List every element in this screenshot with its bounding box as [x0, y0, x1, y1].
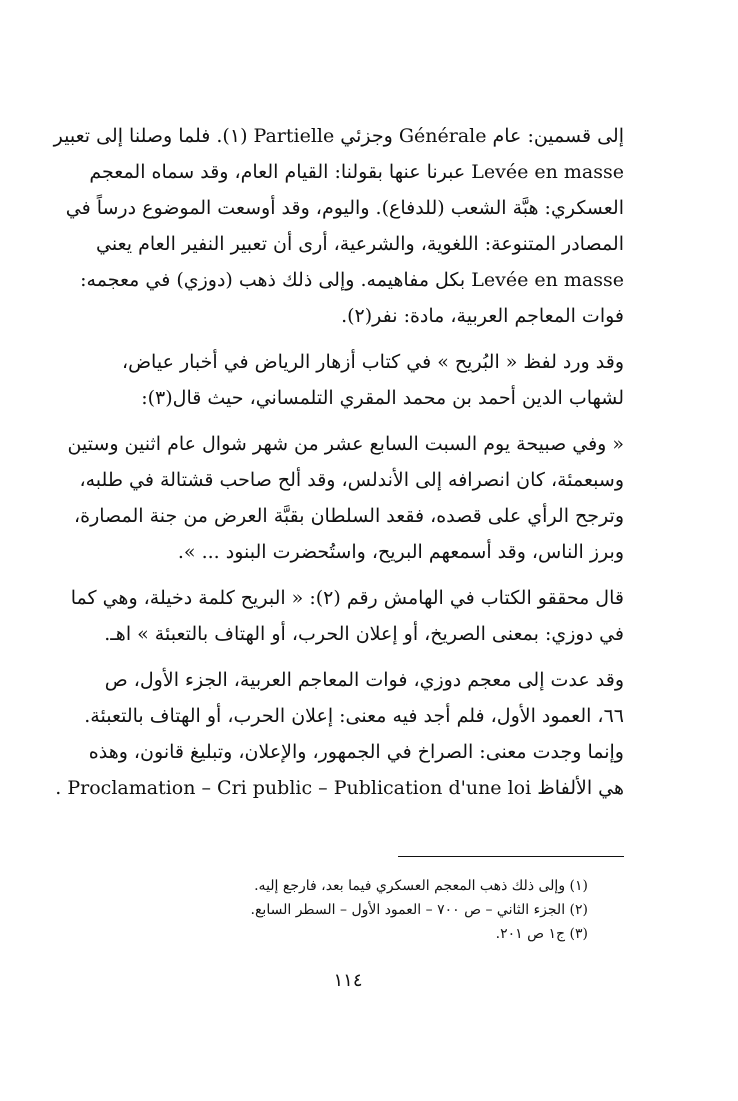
text-line: إلى قسمين: عام Générale وجزئي Partielle (١). فلما وصلنا إلى تعبير [53, 125, 624, 147]
text-line: قال محققو الكتاب في الهامش رقم (٢): « البريح كلمة دخيلة، وهي كما [70, 587, 624, 609]
paragraph-3-quote [67, 426, 624, 570]
text-line: فوات المعاجم العربية، مادة: نفر(٢). [341, 305, 624, 327]
text-line: وإنما وجدت معنى: الصراخ في الجمهور، والإعلان، وتبليغ قانون، وهذه [88, 741, 624, 763]
paragraph-4 [70, 580, 624, 652]
text-line: المصادر المتنوعة: اللغوية، والشرعية، أرى أن تعبير النفير العام يعني [96, 233, 624, 255]
text-line: « وفي صبيحة يوم السبت السابع عشر من شهر شوال عام اثنين وستين [67, 433, 624, 455]
page-number: ١١٤ [333, 970, 363, 991]
footnote-1: (١) وإلى ذلك ذهب المعجم العسكري فيما بعد، فارجع إليه. [254, 878, 588, 894]
text-line: Levée en masse عبرنا عنها بقولنا: القيام العام، وقد سماه المعجم [89, 161, 624, 183]
paragraph-5 [55, 662, 624, 806]
footnote-2: (٢) الجزء الثاني – ص ٧٠٠ – العمود الأول – السطر السابع. [250, 902, 588, 918]
text-line: وترجح الرأي على قصده، فقعد السلطان بقبَّة العرض من جنة المصارة، [74, 505, 624, 527]
text-line: لشهاب الدين أحمد بن محمد المقري التلمساني، حيث قال(٣): [141, 387, 624, 409]
main-text [53, 118, 624, 806]
text-line: وقد عدت إلى معجم دوزي، فوات المعاجم العربية، الجزء الأول، ص [104, 669, 624, 691]
footnotes [158, 874, 588, 946]
text-line: ٦٦، العمود الأول، فلم أجد فيه معنى: إعلان الحرب، أو الهتاف بالتعبئة. [84, 705, 624, 727]
text-line: العسكري: هبَّة الشعب (للدفاع). واليوم، وقد أوسعت الموضوع درساً في [65, 197, 624, 219]
paragraph-1 [53, 118, 624, 334]
text-line: Levée en masse بكل مفاهيمه. وإلى ذلك ذهب (دوزي) في معجمه: [80, 269, 624, 291]
text-line: في دوزي: بمعنى الصريخ، أو إعلان الحرب، أو الهتاف بالتعبئة » اهـ. [104, 623, 624, 645]
text-line: هي الألفاظ Proclamation – Cri public – Publication d'une loi . [55, 777, 624, 799]
paragraph-2 [70, 344, 624, 416]
footnote-3: (٣) ج١ ص ٢٠١. [495, 926, 588, 942]
text-line: وقد ورد لفظ « البُريح » في كتاب أزهار الرياض في أخبار عياض، [121, 351, 624, 373]
text-line: وسبعمئة، كان انصرافه إلى الأندلس، وقد ألح صاحب قشتالة في طلبه، [79, 469, 624, 491]
text-line: وبرز الناس، وقد أسمعهم البريح، واستُحضرت البنود ... ». [177, 541, 624, 563]
footnote-divider [398, 856, 624, 857]
